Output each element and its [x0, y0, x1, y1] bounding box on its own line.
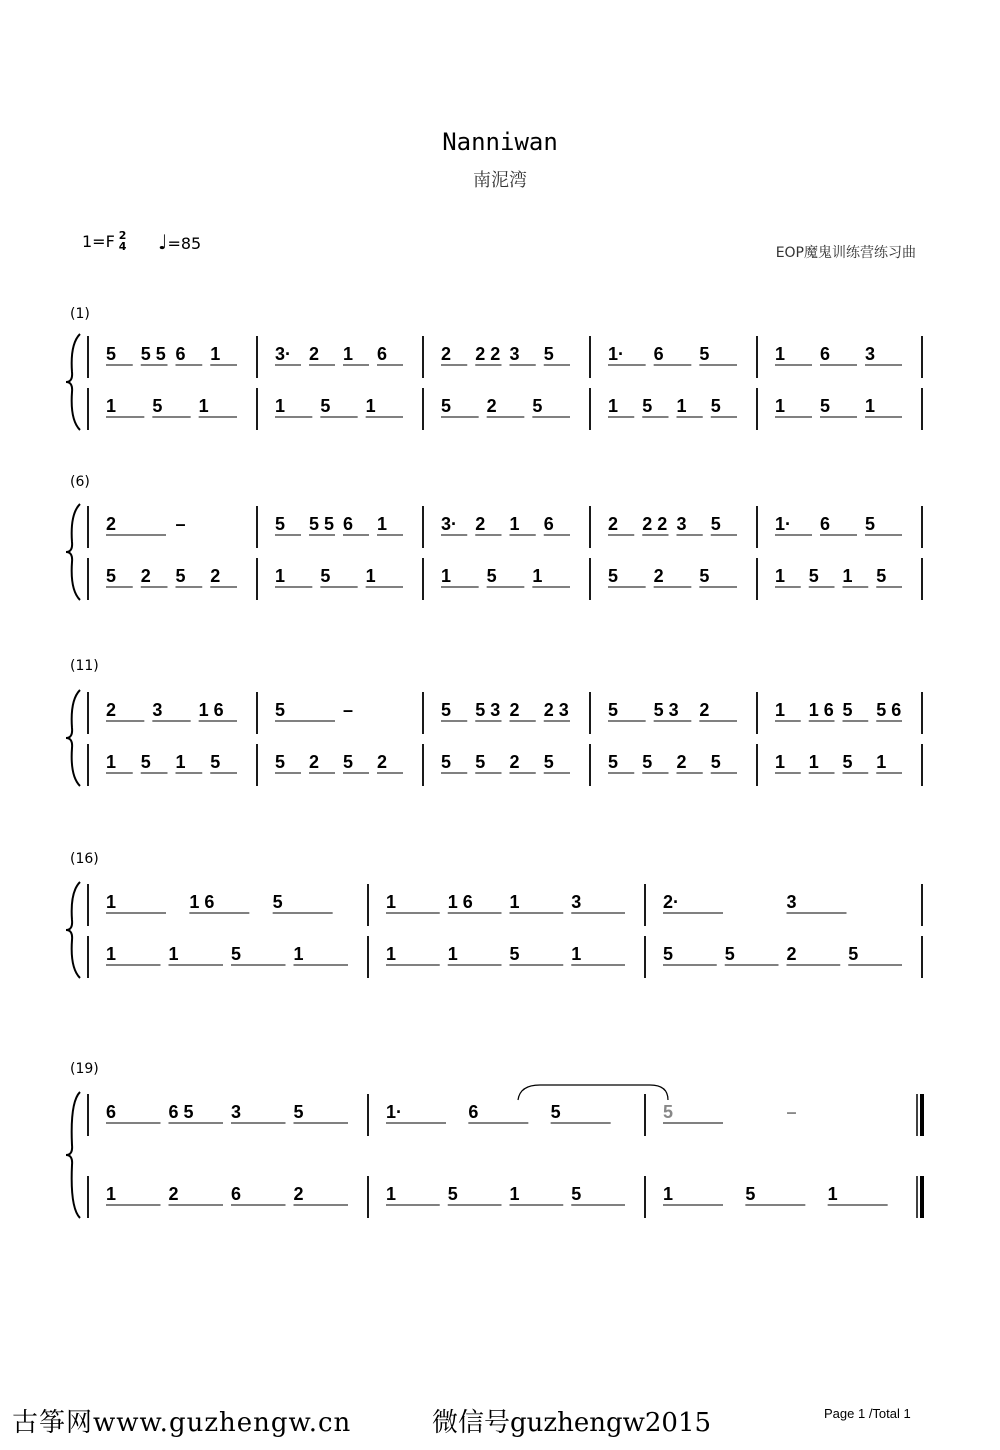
lower-note: 5 [571, 1184, 582, 1204]
ts-denominator: 4 [118, 240, 127, 253]
upper-note: 6 [377, 344, 388, 364]
upper-note: 5 [865, 514, 876, 534]
lower-note: 1 [293, 944, 304, 964]
upper-note: 6 [820, 344, 831, 364]
upper-note: 5 [106, 344, 117, 364]
upper-note: 6 [343, 514, 354, 534]
lower-note: 1 [608, 396, 619, 416]
lower-note: 5 [475, 752, 486, 772]
upper-note: 5 5 [309, 514, 335, 534]
ts-numerator: 2 [118, 229, 127, 242]
upper-note: – [343, 700, 354, 720]
upper-note: 6 5 [168, 1102, 194, 1122]
upper-note: 3· [275, 344, 292, 364]
upper-note: 2 2 [475, 344, 501, 364]
lower-note: 5 [447, 1184, 458, 1204]
lower-note: 5 [175, 566, 186, 586]
upper-note: 5 [275, 514, 286, 534]
upper-note: 1 6 [198, 700, 224, 720]
upper-note: 1 [386, 892, 397, 912]
upper-note: 3 [152, 700, 163, 720]
lower-note: 5 [710, 396, 721, 416]
lower-note: 1 [106, 396, 117, 416]
lower-note: 5 [710, 752, 721, 772]
brace [66, 690, 80, 786]
measure-number: (19) [70, 1061, 99, 1077]
upper-note: 5 6 [876, 700, 902, 720]
upper-note: 5 [663, 1102, 674, 1122]
upper-note: 5 [441, 700, 452, 720]
upper-note: 6 [106, 1102, 117, 1122]
upper-note: 5 [550, 1102, 561, 1122]
lower-note: 2 [377, 752, 388, 772]
lower-note: 1 [175, 752, 186, 772]
upper-note: 5 [293, 1102, 304, 1122]
upper-note: 3 [231, 1102, 242, 1122]
lower-note: 1 [865, 396, 876, 416]
lower-note: 1 [827, 1184, 838, 1204]
lower-note: 2 [309, 752, 320, 772]
upper-note: 6 [468, 1102, 479, 1122]
lower-note: 5 [275, 752, 286, 772]
upper-note: 2 [608, 514, 619, 534]
measure-number: (1) [70, 306, 90, 322]
lower-note: 1 [386, 944, 397, 964]
upper-note: 1 [775, 344, 786, 364]
lower-note: 5 [663, 944, 674, 964]
lower-note: 1 [106, 752, 117, 772]
upper-note: 6 [175, 344, 186, 364]
lower-note: 2 [293, 1184, 304, 1204]
lower-note: 1 [876, 752, 887, 772]
upper-note: 5 [608, 700, 619, 720]
upper-note: 3 [865, 344, 876, 364]
lower-note: 2 [786, 944, 797, 964]
lower-note: 5 [140, 752, 151, 772]
lower-note: 1 [842, 566, 853, 586]
lower-note: 2 [210, 566, 221, 586]
score-subtitle: 南泥湾 [473, 170, 527, 191]
lower-note: 1 [447, 944, 458, 964]
lower-note: 1 [386, 1184, 397, 1204]
lower-note: 5 [231, 944, 242, 964]
lower-note: 1 [198, 396, 209, 416]
footer-wechat: 微信号guzhengw2015 [432, 1408, 712, 1438]
upper-note: 2 [106, 700, 117, 720]
lower-note: 1 [775, 752, 786, 772]
lower-note: 6 [231, 1184, 242, 1204]
lower-note: 1 [365, 566, 376, 586]
lower-note: 5 [842, 752, 853, 772]
upper-note: 5 [275, 700, 286, 720]
page-number: Page 1 /Total 1 [824, 1406, 911, 1421]
upper-note: 5 5 [140, 344, 166, 364]
upper-note: 5 [842, 700, 853, 720]
upper-note: 1· [775, 514, 792, 534]
upper-note: – [786, 1102, 797, 1122]
lower-note: 1 [509, 1184, 520, 1204]
upper-note: 3 [676, 514, 687, 534]
upper-note: 3 [571, 892, 582, 912]
upper-note: 5 3 [653, 700, 679, 720]
lower-note: 5 [210, 752, 221, 772]
quarter-note-icon: ♩ [158, 230, 168, 254]
upper-note: 1 6 [189, 892, 215, 912]
upper-note: 1 [343, 344, 354, 364]
upper-note: – [175, 514, 186, 534]
upper-note: 2 [509, 700, 520, 720]
lower-note: 2 [509, 752, 520, 772]
upper-note: 1· [386, 1102, 403, 1122]
lower-note: 5 [608, 752, 619, 772]
lower-note: 1 [106, 944, 117, 964]
upper-note: 2 3 [543, 700, 569, 720]
lower-note: 5 [820, 396, 831, 416]
lower-note: 1 [571, 944, 582, 964]
upper-note: 1 6 [808, 700, 834, 720]
lower-note: 5 [642, 396, 653, 416]
lower-note: 5 [509, 944, 520, 964]
lower-note: 2 [168, 1184, 179, 1204]
upper-note: 3· [441, 514, 458, 534]
upper-note: 5 [710, 514, 721, 534]
upper-note: 1 [377, 514, 388, 534]
lower-note: 1 [275, 396, 286, 416]
key-label: 1=F [82, 231, 115, 251]
measure-number: (6) [70, 474, 90, 490]
upper-note: 1 [509, 892, 520, 912]
upper-note: 2 2 [642, 514, 668, 534]
lower-note: 1 [676, 396, 687, 416]
lower-note: 5 [320, 396, 331, 416]
lower-note: 1 [275, 566, 286, 586]
upper-note: 5 3 [475, 700, 501, 720]
lower-note: 5 [343, 752, 354, 772]
lower-note: 1 [168, 944, 179, 964]
upper-note: 2 [309, 344, 320, 364]
upper-note: 2 [106, 514, 117, 534]
lower-note: 5 [106, 566, 117, 586]
upper-note: 3 [786, 892, 797, 912]
lower-note: 1 [532, 566, 543, 586]
lower-note: 5 [808, 566, 819, 586]
brace [66, 334, 80, 430]
lower-note: 5 [441, 752, 452, 772]
lower-note: 2 [486, 396, 497, 416]
upper-note: 2· [663, 892, 680, 912]
brace [66, 1092, 80, 1218]
tempo-value: =85 [167, 234, 202, 253]
upper-note: 2 [699, 700, 710, 720]
lower-note: 5 [441, 396, 452, 416]
upper-note: 1 [509, 514, 520, 534]
lower-note: 5 [152, 396, 163, 416]
score-title: Nanniwan [442, 128, 558, 156]
brace [66, 882, 80, 978]
lower-note: 1 [775, 566, 786, 586]
upper-note: 5 [272, 892, 283, 912]
lower-note: 1 [775, 396, 786, 416]
lower-note: 5 [543, 752, 554, 772]
lower-note: 5 [320, 566, 331, 586]
upper-note: 3 [509, 344, 520, 364]
upper-note: 2 [441, 344, 452, 364]
lower-note: 2 [140, 566, 151, 586]
upper-note: 6 [820, 514, 831, 534]
measure-number: (16) [70, 851, 99, 867]
upper-note: 1 [106, 892, 117, 912]
lower-note: 1 [106, 1184, 117, 1204]
upper-note: 6 [653, 344, 664, 364]
lower-note: 5 [724, 944, 735, 964]
lower-note: 5 [486, 566, 497, 586]
source-label: EOP魔鬼训练营练习曲 [775, 245, 916, 261]
upper-note: 1· [608, 344, 625, 364]
measure-number: (11) [70, 658, 99, 674]
lower-note: 1 [441, 566, 452, 586]
lower-note: 5 [608, 566, 619, 586]
upper-note: 6 [543, 514, 554, 534]
lower-note: 1 [365, 396, 376, 416]
brace [66, 504, 80, 600]
upper-note: 2 [475, 514, 486, 534]
lower-note: 5 [848, 944, 859, 964]
lower-note: 2 [653, 566, 664, 586]
lower-note: 5 [699, 566, 710, 586]
upper-note: 1 [775, 700, 786, 720]
lower-note: 1 [808, 752, 819, 772]
lower-note: 5 [876, 566, 887, 586]
lower-note: 5 [532, 396, 543, 416]
footer-site: 古筝网www.guzhengw.cn [12, 1408, 352, 1438]
upper-note: 5 [699, 344, 710, 364]
upper-note: 5 [543, 344, 554, 364]
lower-note: 5 [745, 1184, 756, 1204]
lower-note: 1 [663, 1184, 674, 1204]
lower-note: 2 [676, 752, 687, 772]
lower-note: 5 [642, 752, 653, 772]
upper-note: 1 [210, 344, 221, 364]
upper-note: 1 6 [447, 892, 473, 912]
